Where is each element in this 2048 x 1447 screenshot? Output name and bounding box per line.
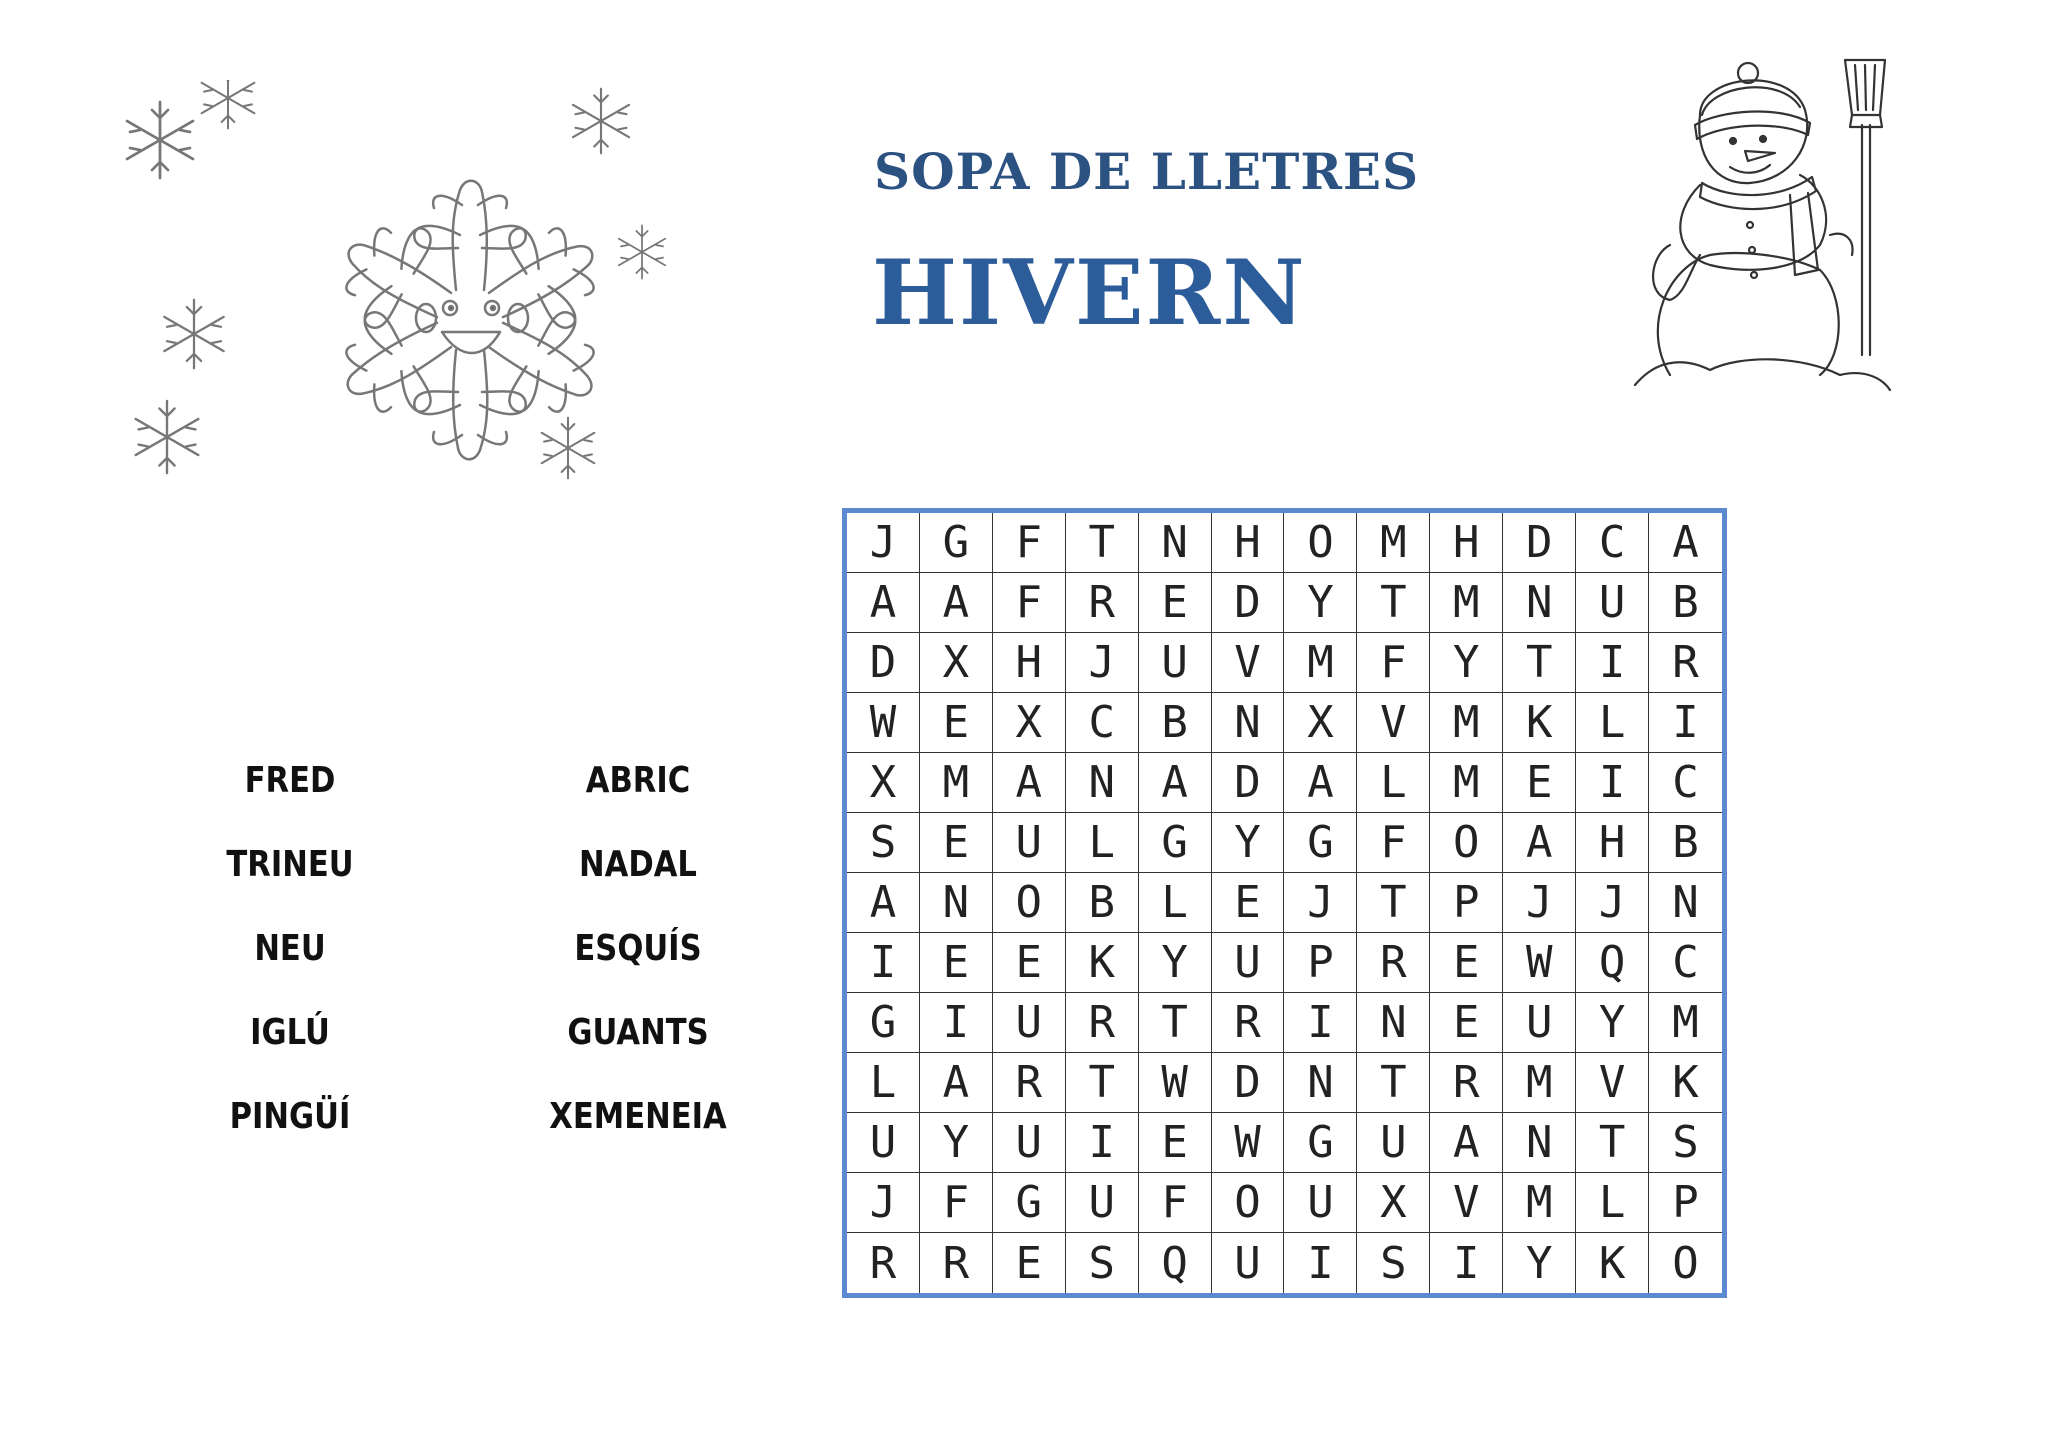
- grid-cell[interactable]: E: [1139, 573, 1212, 633]
- grid-cell[interactable]: G: [1284, 1113, 1357, 1173]
- grid-cell[interactable]: C: [1649, 933, 1722, 993]
- grid-cell[interactable]: U: [1357, 1113, 1430, 1173]
- grid-cell[interactable]: G: [1139, 813, 1212, 873]
- grid-cell[interactable]: Y: [1576, 993, 1649, 1053]
- grid-cell[interactable]: B: [1649, 573, 1722, 633]
- word-search-grid: [842, 508, 1727, 1298]
- grid-cell[interactable]: O: [993, 873, 1066, 933]
- grid-cell[interactable]: D: [1212, 1053, 1285, 1113]
- grid-cell[interactable]: T: [1139, 993, 1212, 1053]
- grid-cell[interactable]: B: [1066, 873, 1139, 933]
- grid-cell[interactable]: C: [1066, 693, 1139, 753]
- grid-cell[interactable]: E: [920, 933, 993, 993]
- grid-cell[interactable]: U: [993, 993, 1066, 1053]
- grid-cell[interactable]: N: [1503, 573, 1576, 633]
- grid-cell[interactable]: C: [1576, 513, 1649, 573]
- grid-cell[interactable]: E: [1212, 873, 1285, 933]
- grid-cell[interactable]: X: [1357, 1173, 1430, 1233]
- grid-cell[interactable]: L: [1139, 873, 1212, 933]
- grid-cell[interactable]: F: [1357, 813, 1430, 873]
- grid-cell[interactable]: F: [1357, 633, 1430, 693]
- grid-cell[interactable]: R: [993, 1053, 1066, 1113]
- page-title: SOPA DE LLETRES: [874, 142, 1420, 201]
- grid-cell[interactable]: I: [1576, 753, 1649, 813]
- grid-cell[interactable]: T: [1357, 1053, 1430, 1113]
- grid-cell[interactable]: L: [1066, 813, 1139, 873]
- grid-cell[interactable]: A: [847, 573, 920, 633]
- word-item: ESQUÍS: [574, 928, 702, 969]
- snowflake-illustration: [100, 80, 700, 520]
- word-item: ABRIC: [585, 760, 691, 801]
- grid-cell[interactable]: M: [1430, 753, 1503, 813]
- grid-cell[interactable]: A: [1430, 1113, 1503, 1173]
- grid-cell[interactable]: N: [1212, 693, 1285, 753]
- grid-cell[interactable]: Y: [1284, 573, 1357, 633]
- grid-cell[interactable]: G: [1284, 813, 1357, 873]
- grid-cell[interactable]: L: [1357, 753, 1430, 813]
- grid-cell[interactable]: M: [1503, 1173, 1576, 1233]
- grid-cell[interactable]: U: [1066, 1173, 1139, 1233]
- grid-cell[interactable]: M: [1503, 1053, 1576, 1113]
- grid-cell[interactable]: D: [1503, 513, 1576, 573]
- grid-cell[interactable]: U: [1212, 933, 1285, 993]
- grid-cell[interactable]: N: [920, 873, 993, 933]
- grid-cell[interactable]: I: [1430, 1233, 1503, 1293]
- grid-cell[interactable]: H: [1576, 813, 1649, 873]
- grid-cell[interactable]: S: [1649, 1113, 1722, 1173]
- grid-cell[interactable]: P: [1649, 1173, 1722, 1233]
- grid-cell[interactable]: O: [1284, 513, 1357, 573]
- grid-cell[interactable]: R: [920, 1233, 993, 1293]
- grid-cell[interactable]: R: [847, 1233, 920, 1293]
- grid-cell[interactable]: F: [1139, 1173, 1212, 1233]
- grid-cell[interactable]: M: [1430, 573, 1503, 633]
- snowman-illustration: [1630, 55, 1900, 400]
- grid-cell[interactable]: M: [1284, 633, 1357, 693]
- grid-cell[interactable]: O: [1672, 1237, 1699, 1289]
- grid-cell[interactable]: N: [1139, 513, 1212, 573]
- grid-cell[interactable]: U: [1503, 993, 1576, 1053]
- grid-cell[interactable]: R: [1649, 633, 1722, 693]
- grid-cell[interactable]: G: [920, 513, 993, 573]
- grid-cell[interactable]: Q: [1139, 1233, 1212, 1293]
- grid-cell[interactable]: N: [1649, 873, 1722, 933]
- grid-cell[interactable]: W: [1503, 933, 1576, 993]
- grid-cell[interactable]: J: [1284, 873, 1357, 933]
- grid-cell[interactable]: G: [993, 1173, 1066, 1233]
- grid-cell[interactable]: S: [1357, 1233, 1430, 1293]
- grid-cell[interactable]: A: [1649, 513, 1722, 573]
- grid-cell[interactable]: J: [1503, 873, 1576, 933]
- grid-cell[interactable]: U: [993, 813, 1066, 873]
- page-subtitle: HIVERN: [872, 240, 1307, 346]
- grid-cell[interactable]: J: [847, 513, 920, 573]
- word-item: FRED: [244, 760, 336, 801]
- grid-cell[interactable]: R: [1212, 993, 1285, 1053]
- grid-cell[interactable]: E: [1430, 993, 1503, 1053]
- grid-cell[interactable]: V: [1357, 693, 1430, 753]
- word-item: PINGÜÍ: [229, 1096, 351, 1137]
- word-item: IGLÚ: [250, 1012, 330, 1053]
- grid-cell[interactable]: F: [993, 573, 1066, 633]
- grid-cell[interactable]: Y: [1212, 813, 1285, 873]
- grid-cell[interactable]: O: [1212, 1173, 1285, 1233]
- grid-cell[interactable]: R: [1066, 993, 1139, 1053]
- grid-cell[interactable]: G: [847, 993, 920, 1053]
- grid-cell[interactable]: Y: [920, 1113, 993, 1173]
- grid-cell[interactable]: A: [1139, 753, 1212, 813]
- grid-cell[interactable]: D: [1212, 573, 1285, 633]
- grid-cell[interactable]: X: [1284, 693, 1357, 753]
- grid-cell[interactable]: L: [1576, 1173, 1649, 1233]
- grid-cell[interactable]: N: [1357, 993, 1430, 1053]
- grid-cell[interactable]: R: [1066, 573, 1139, 633]
- grid-cell[interactable]: C: [1649, 753, 1722, 813]
- grid-cell[interactable]: W: [847, 693, 920, 753]
- grid-cell[interactable]: U: [847, 1113, 920, 1173]
- grid-cell[interactable]: E: [920, 693, 993, 753]
- grid-cell[interactable]: V: [1430, 1173, 1503, 1233]
- grid-cell[interactable]: J: [1066, 633, 1139, 693]
- grid-cell[interactable]: Y: [1430, 633, 1503, 693]
- grid-cell[interactable]: N: [1503, 1113, 1576, 1173]
- grid-cell[interactable]: S: [847, 813, 920, 873]
- grid-cell[interactable]: U: [1139, 633, 1212, 693]
- grid-cell[interactable]: H: [1430, 513, 1503, 573]
- word-item: GUANTS: [567, 1012, 709, 1053]
- grid-cell[interactable]: J: [1576, 873, 1649, 933]
- grid-cell[interactable]: I: [1284, 993, 1357, 1053]
- grid-cell[interactable]: O: [1430, 813, 1503, 873]
- grid-cell[interactable]: M: [1357, 513, 1430, 573]
- grid-cell[interactable]: H: [1212, 513, 1285, 573]
- grid-cell[interactable]: A: [920, 1053, 993, 1113]
- word-item: TRINEU: [226, 844, 354, 885]
- grid-cell[interactable]: N: [1284, 1053, 1357, 1113]
- grid-cell[interactable]: E: [920, 813, 993, 873]
- grid-cell[interactable]: U: [1576, 573, 1649, 633]
- grid-cell[interactable]: A: [847, 873, 920, 933]
- grid-cell[interactable]: W: [1212, 1113, 1285, 1173]
- grid-cell[interactable]: A: [993, 753, 1066, 813]
- grid-cell[interactable]: T: [1066, 1053, 1139, 1113]
- grid-cell[interactable]: T: [1357, 873, 1430, 933]
- grid-cell[interactable]: D: [847, 633, 920, 693]
- grid-cell[interactable]: D: [1212, 753, 1285, 813]
- grid-cell[interactable]: E: [1139, 1113, 1212, 1173]
- grid-cell[interactable]: L: [847, 1053, 920, 1113]
- grid-cell[interactable]: X: [920, 633, 993, 693]
- grid-cell[interactable]: L: [1576, 693, 1649, 753]
- grid-cell[interactable]: I: [920, 993, 993, 1053]
- grid-cell[interactable]: T: [1576, 1113, 1649, 1173]
- grid-cell[interactable]: F: [993, 513, 1066, 573]
- grid-cell[interactable]: E: [993, 1233, 1066, 1293]
- grid-cell[interactable]: V: [1576, 1053, 1649, 1113]
- grid-cell[interactable]: R: [1430, 1053, 1503, 1113]
- grid-cell[interactable]: K: [1576, 1233, 1649, 1293]
- grid-cell[interactable]: I: [1649, 693, 1722, 753]
- grid-cell[interactable]: U: [1212, 1233, 1285, 1293]
- grid-cell[interactable]: M: [920, 753, 993, 813]
- grid-cell[interactable]: Y: [1139, 933, 1212, 993]
- grid-cell[interactable]: K: [1649, 1053, 1722, 1113]
- word-item: NEU: [254, 928, 326, 969]
- grid-cell[interactable]: A: [920, 573, 993, 633]
- grid-cell[interactable]: U: [993, 1113, 1066, 1173]
- grid-cell[interactable]: U: [1284, 1173, 1357, 1233]
- grid-cell[interactable]: A: [1503, 813, 1576, 873]
- grid-cell[interactable]: I: [1576, 633, 1649, 693]
- grid-cell[interactable]: V: [1212, 633, 1285, 693]
- grid-cell[interactable]: P: [1430, 873, 1503, 933]
- grid-cell[interactable]: E: [993, 933, 1066, 993]
- grid-cell[interactable]: T: [1066, 513, 1139, 573]
- grid-cell[interactable]: Y: [1503, 1233, 1576, 1293]
- grid-cell[interactable]: H: [993, 633, 1066, 693]
- grid-cell[interactable]: B: [1649, 813, 1722, 873]
- grid-cell[interactable]: I: [1284, 1233, 1357, 1293]
- grid-cell[interactable]: E: [1503, 753, 1576, 813]
- grid-cell[interactable]: T: [1503, 633, 1576, 693]
- grid-cell[interactable]: N: [1066, 753, 1139, 813]
- grid-cell[interactable]: M: [1649, 993, 1722, 1053]
- grid-cell[interactable]: X: [847, 753, 920, 813]
- word-item: NADAL: [579, 844, 697, 885]
- grid-cell[interactable]: I: [1066, 1113, 1139, 1173]
- grid-cell[interactable]: K: [1503, 693, 1576, 753]
- grid-cell[interactable]: X: [993, 693, 1066, 753]
- grid-cell[interactable]: I: [847, 933, 920, 993]
- grid-cell[interactable]: A: [1284, 753, 1357, 813]
- grid-cell[interactable]: Q: [1576, 933, 1649, 993]
- grid-cell[interactable]: M: [1430, 693, 1503, 753]
- grid-cell[interactable]: J: [847, 1173, 920, 1233]
- grid-cell[interactable]: R: [1357, 933, 1430, 993]
- grid-cell[interactable]: F: [920, 1173, 993, 1233]
- grid-cell[interactable]: W: [1139, 1053, 1212, 1113]
- grid-cell[interactable]: K: [1066, 933, 1139, 993]
- grid-cell[interactable]: B: [1139, 693, 1212, 753]
- grid-cell[interactable]: S: [1066, 1233, 1139, 1293]
- grid-cell[interactable]: P: [1284, 933, 1357, 993]
- grid-cell[interactable]: T: [1357, 573, 1430, 633]
- word-item: XEMENEIA: [549, 1096, 727, 1137]
- word-list: [150, 760, 750, 1160]
- grid-cell[interactable]: E: [1430, 933, 1503, 993]
